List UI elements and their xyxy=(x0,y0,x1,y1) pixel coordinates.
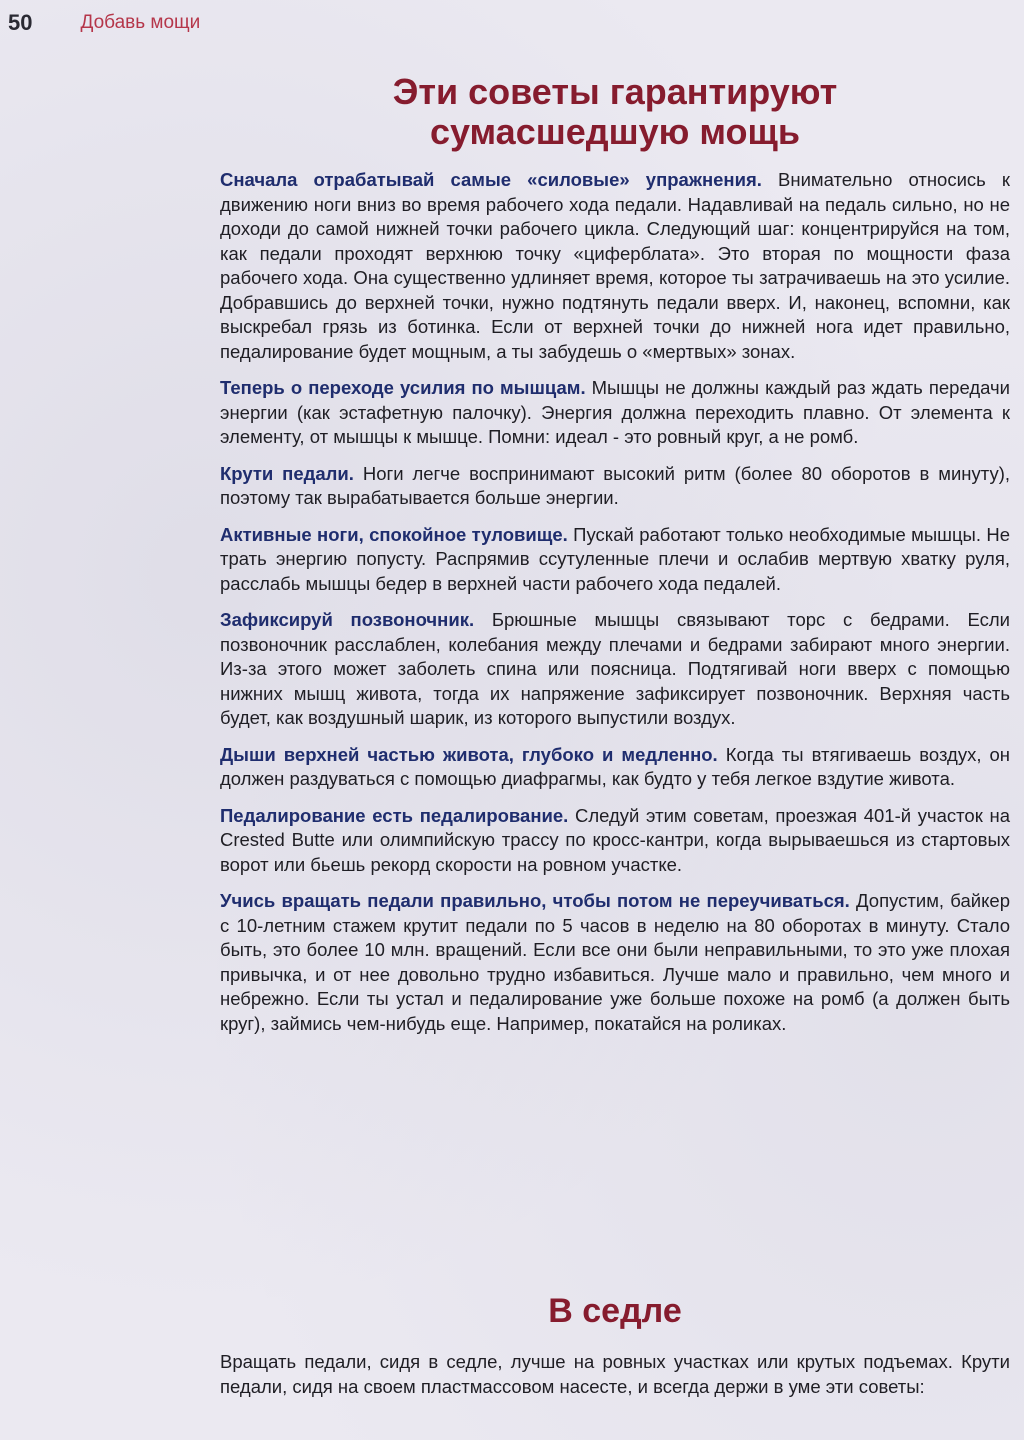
section-title xyxy=(300,72,930,152)
tip-lead: Теперь о переходе усилия по мышцам. xyxy=(220,377,586,398)
tip-text: Ноги легче воспринимают высокий ритм (более 80 оборотов в минуту), поэтому так вырабатывается больше энергии. xyxy=(220,462,1010,508)
tip-lead: Учись вращать педали правильно, чтобы потом не переучиваться. xyxy=(220,890,850,911)
tip-paragraph xyxy=(220,376,1010,450)
tip-lead: Дыши верхней частью живота, глубоко и медленно. xyxy=(220,743,718,765)
tip-text: Следуй этим советам, проезжая 401-й участок на Crested Butte или олимпийскую трассу по кросс-кантри, когда вырываешься из стартовых ворот или бьешь рекорд скорости на ровном участке. xyxy=(220,804,1010,875)
tip-paragraph xyxy=(220,523,1010,597)
tip-lead: Зафиксируй позвоночник. xyxy=(220,609,475,630)
tip-paragraph xyxy=(220,743,1010,792)
subsection-title: В седле xyxy=(548,1292,682,1330)
tip-paragraph xyxy=(220,462,1010,511)
page-number: 50 xyxy=(8,10,33,35)
tip-lead: Активные ноги, спокойное туловище. xyxy=(220,523,568,545)
tip-text: Когда ты втягиваешь воздух, он должен раздуваться с помощью диафрагмы, как будто у тебя легкое вздутие живота. xyxy=(220,743,1010,789)
running-head: Добавь мощи xyxy=(80,12,201,33)
tip-paragraph xyxy=(220,168,1010,364)
tip-text: Допустим, байкер с 10-летним стажем крутит педали по 5 часов в неделю на 80 оборотах в минуту. Стало быть, это более 10 млн. вращений. Если все они были неправильными, то это уже плохая привычка, и от нее довольно трудно избавиться. Лучше мало и правильно, чем много и небрежно. Если ты устал и педалирование уже больше похоже на ромб (а должен быть круг), займись чем-нибудь еще. Например, покатайся на роликах. xyxy=(220,890,1010,1034)
intro-paragraph: Вращать педали, сидя в седле, лучше на ровных участках или крутых подъемах. Крути педали, сидя на своем пластмассовом насесте, и всегда держи в уме эти советы: xyxy=(220,1351,1010,1397)
tip-text: Внимательно относись к движению ноги вниз во время рабочего хода педали. Надавливай на педаль сильно, но не доходи до самой нижней точки рабочего цикла. Следующий шаг: концентрируйся на том, как педали проходят верхнюю точку «циферблата». Это вторая по мощности фаза рабочего хода. Она существенно удлиняет время, которое ты затрачиваешь на это усилие. Добравшись до верхней точки, нужно подтянуть педали вверх. И, наконец, вспомни, как выскребал грязь из ботинка. Если от верхней точки до нижней нога идет правильно, педалирование будет мощным, а ты забудешь о «мертвых» зонах. xyxy=(220,169,1011,362)
tip-text: Мышцы не должны каждый раз ждать передачи энергии (как эстафетную палочку). Энергия должна переходить плавно. От элемента к элементу, от мышцы к мышце. Помни: идеал - это ровный круг, а не ромб. xyxy=(220,377,1010,447)
tip-lead: Крути педали. xyxy=(220,462,354,484)
tip-text: Брюшные мышцы связывают торс с бедрами. Если позвоночник расслаблен, колебания между плечами и бедрами забирают много энергии. Из-за этого может заболеть спина или поясница. Подтягивай ноги вверх с помощью нижних мышц живота, тогда их напряжение зафиксирует позвоночник. Верхняя часть будет, как воздушный шарик, из которого выпустили воздух. xyxy=(220,609,1010,728)
tip-paragraph xyxy=(220,889,1010,1036)
tip-paragraph xyxy=(220,804,1010,878)
page-header xyxy=(8,8,200,38)
tip-lead: Педалирование есть педалирование. xyxy=(220,804,569,826)
section-title-line-1: Эти советы гарантируют xyxy=(392,71,838,112)
tips-list xyxy=(220,168,1010,1048)
section-title-line-2: сумасшедшую мощь xyxy=(429,111,801,152)
tip-lead: Сначала отрабатывай самые «силовые» упражнения. xyxy=(220,169,762,190)
tip-text: Пускай работают только необходимые мышцы. Не трать энергию попусту. Распрямив ссутуленные плечи и ослабив мертвую хватку руля, расслабь мышцы бедер в верхней части рабочего хода педалей. xyxy=(220,523,1010,594)
tip-paragraph xyxy=(220,608,1010,731)
subsection-body xyxy=(220,1350,1010,1411)
